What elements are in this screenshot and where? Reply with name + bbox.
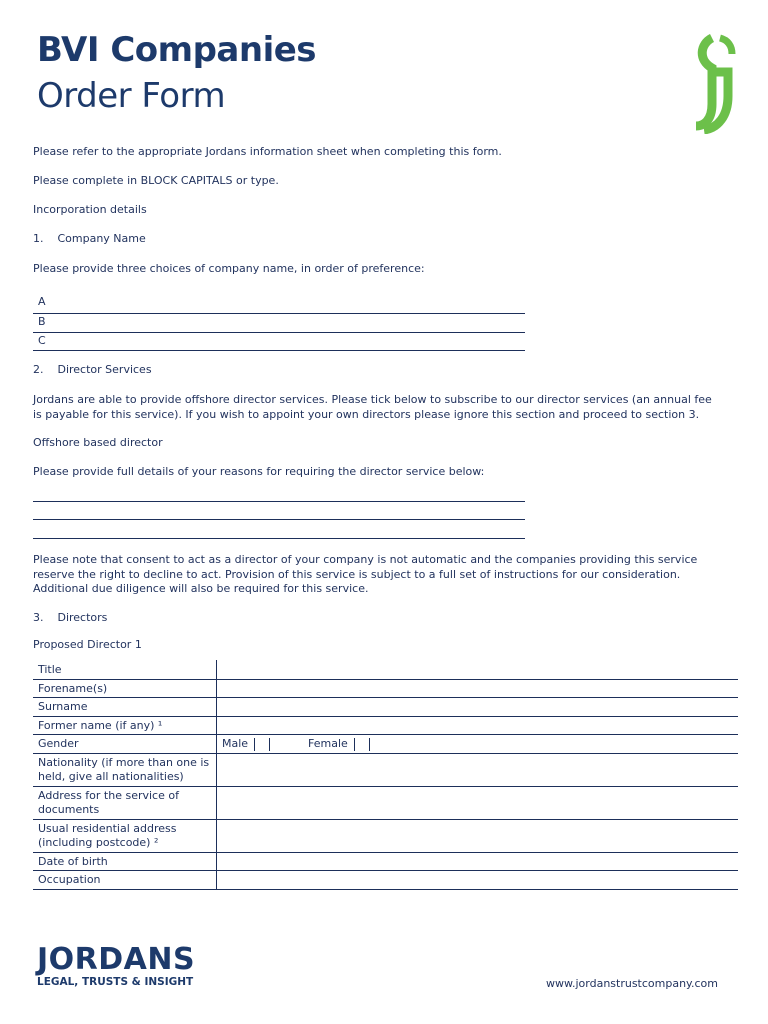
female-label: Female [308, 737, 348, 750]
female-checkbox[interactable] [354, 738, 370, 751]
intro-reference-text: Please refer to the appropriate Jordans information sheet when completing this form. [33, 145, 502, 158]
nationality-field[interactable] [217, 753, 739, 786]
surname-label: Surname [33, 698, 217, 717]
table-row [33, 698, 738, 717]
director-details-table [33, 660, 738, 890]
name-choice-c-line[interactable] [33, 350, 525, 351]
residential-address-label: Usual residential address (including postcode) ² [33, 819, 217, 852]
occupation-field[interactable] [217, 871, 739, 890]
offshore-director-label: Offshore based director [33, 436, 163, 449]
name-choice-c-label: C [38, 334, 46, 347]
name-choice-a-label: A [38, 295, 46, 308]
table-row [33, 753, 738, 786]
website-url[interactable]: www.jordanstrustcompany.com [546, 977, 718, 990]
jordans-j-mark-icon [692, 34, 738, 134]
residential-address-field[interactable] [217, 819, 739, 852]
former-name-label: Former name (if any) ¹ [33, 716, 217, 735]
table-row [33, 735, 738, 754]
male-label: Male [222, 737, 249, 750]
forenames-field[interactable] [217, 679, 739, 698]
table-row [33, 819, 738, 852]
jordans-logo [37, 944, 195, 988]
director-services-paragraph: Jordans are able to provide offshore director services. Please tick below to subscribe to our director services (an annual fee is payable for this service). If you wish to appoint your own directors please ignore this section and proceed to section 3. [33, 393, 712, 421]
male-checkbox[interactable] [254, 738, 270, 751]
reasons-line-1[interactable] [33, 501, 525, 502]
company-name-instruction: Please provide three choices of company name, in order of preference: [33, 262, 425, 275]
date-of-birth-field[interactable] [217, 852, 739, 871]
occupation-label: Occupation [33, 871, 217, 890]
intro-block-capitals-text: Please complete in BLOCK CAPITALS or type. [33, 174, 279, 187]
gender-label: Gender [33, 735, 217, 754]
former-name-field[interactable] [217, 716, 739, 735]
incorporation-details-label: Incorporation details [33, 203, 147, 216]
section-1-heading: 1. Company Name [33, 232, 146, 245]
table-row [33, 786, 738, 819]
title-field[interactable] [217, 660, 739, 679]
table-row [33, 852, 738, 871]
date-of-birth-label: Date of birth [33, 852, 217, 871]
table-row [33, 716, 738, 735]
surname-field[interactable] [217, 698, 739, 717]
table-row [33, 871, 738, 890]
reasons-line-2[interactable] [33, 519, 525, 520]
section-2-heading: 2. Director Services [33, 363, 152, 376]
page-title-light: Order Form [37, 76, 226, 116]
gender-field [217, 735, 739, 754]
name-choice-a-line[interactable] [33, 313, 525, 314]
table-row [33, 660, 738, 679]
table-row [33, 679, 738, 698]
brand-tagline: LEGAL, TRUSTS & INSIGHT [37, 976, 194, 988]
forenames-label: Forename(s) [33, 679, 217, 698]
service-address-label: Address for the service of documents [33, 786, 217, 819]
reasons-instruction: Please provide full details of your reasons for requiring the director service below: [33, 465, 485, 478]
reasons-line-3[interactable] [33, 538, 525, 539]
service-address-field[interactable] [217, 786, 739, 819]
name-choice-b-label: B [38, 315, 46, 328]
page-title-bold: BVI Companies [37, 30, 317, 70]
title-label: Title [33, 660, 217, 679]
section-3-heading: 3. Directors [33, 611, 108, 624]
name-choice-b-line[interactable] [33, 332, 525, 333]
proposed-director-label: Proposed Director 1 [33, 638, 142, 651]
brand-name: JORDANS [37, 942, 196, 977]
nationality-label: Nationality (if more than one is held, give all nationalities) [33, 753, 217, 786]
consent-note-paragraph: Please note that consent to act as a director of your company is not automatic and the companies providing this service reserve the right to decline to act. Provision of this service is subject to a full set of instructions for our consideration. Additional due diligence will also be required for this service. [33, 553, 698, 595]
